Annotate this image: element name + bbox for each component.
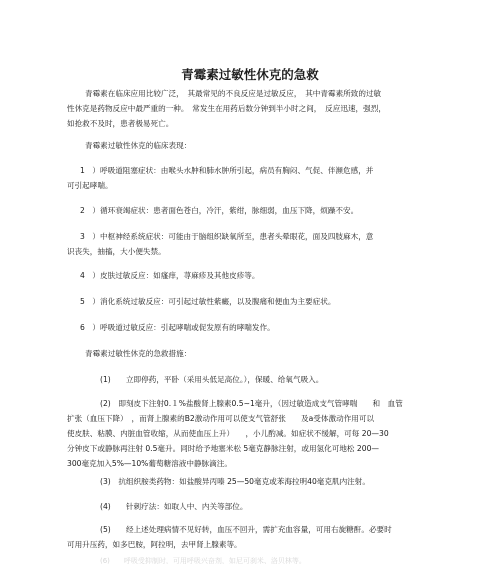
treatment-item xyxy=(67,499,447,514)
manifestation-line: 1 ）呼吸道阻塞症状：由喉头水肿和肺水肿所引起，病员有胸闷、气促、伴濒危感，并 xyxy=(80,166,374,175)
treatment-line: (4) 针刺疗法：如取人中、内关等部位。 xyxy=(100,502,248,511)
manifestation-item xyxy=(67,163,447,193)
intro-line: 性休克是药物反应中最严重的一种。 常发生在用药后数分钟到半小时之间， 反应迅速，强烈， xyxy=(67,104,386,113)
treatment-heading: 青霉素过敏性休克的急救措施： xyxy=(85,349,192,358)
cutoff-line: (6) 呼吸受抑制时，可用呼吸兴奋剂，如尼可刹米、洛贝林等。 xyxy=(100,557,306,564)
manifestation-item xyxy=(67,268,447,283)
manifest-heading: 青霉素过敏性休克的临床表现： xyxy=(85,141,192,150)
treatment-item xyxy=(67,372,447,387)
treatment-line: (5) 经上述处理病情不见好转，血压不回升，需扩充血容量，可用右旋糖酐。必要时 xyxy=(100,525,392,534)
manifestation-line: 识丧失，抽搐，大小便失禁。 xyxy=(67,247,166,256)
treatment-line: (3) 抗组织胺类药物：如盐酸异丙嗪 25—50毫克或苯海拉明40毫克肌内注射。 xyxy=(100,477,370,486)
manifestation-line: 可引起哮喘。 xyxy=(67,181,113,190)
manifestation-line: 4 ）皮肤过敏反应：如瘙痒，荨麻疹及其他皮疹等。 xyxy=(80,271,260,280)
manifestation-line: 5 ）消化系统过敏反应：可引起过敏性紫癜，以及腹痛和便血为主要症状。 xyxy=(80,297,336,306)
manifestation-item xyxy=(67,203,447,218)
treatment-line: 分钟皮下或静脉再注射 0.5毫升。同时给予地塞米松 5毫克静脉注射，或用氢化可地松 200— xyxy=(67,444,380,453)
intro-line: 如抢救不及时，患者极易死亡。 xyxy=(67,119,174,128)
manifestation-line: 6 ）呼吸道过敏反应：引起哮喘或促发原有的哮喘发作。 xyxy=(80,323,275,332)
treatment-line: 300毫克加入5%—10%葡萄糖溶液中静脉滴注。 xyxy=(67,459,232,468)
treatment-line: 可用升压药，如多巴胺，阿拉明，去甲肾上腺素等。 xyxy=(67,540,242,549)
intro-line: 青霉素在临床应用比较广泛， 其最常见的不良反应是过敏反应， 其中青霉素所致的过敏 xyxy=(85,89,382,98)
manifestation-line: 3 ）中枢神经系统症状：可能由于脑组织缺氧所至，患者头晕眼花，面及四肢麻木，意 xyxy=(80,232,374,241)
treatment-line: (1) 立即停药，平卧（采用头低足高位。），保暖、给氧气吸入。 xyxy=(100,375,324,384)
manifestation-item xyxy=(67,294,447,309)
treatment-item xyxy=(67,522,447,552)
manifestation-line: 2 ）循环衰竭症状：患者面色苍白，冷汗，紫绀，脉细弱，血压下降，烦躁不安。 xyxy=(80,206,359,215)
treatment-line: 使皮肤、粘膜、内脏血管收缩，从而使血压上升） ，小儿酌减。如症状不缓解，可每 20—30 xyxy=(67,429,389,438)
treatment-item xyxy=(67,474,447,489)
treatment-line: 扩张（血压下降） ，而肾上腺素的B2激动作用可以使支气管舒张 及a受体激动作用可以 xyxy=(67,414,375,423)
treatment-item xyxy=(67,396,447,471)
manifestation-item xyxy=(67,229,447,259)
manifestation-item xyxy=(67,320,447,335)
intro-paragraph xyxy=(67,86,447,131)
treatment-line: (2) 即刻皮下注射0.１%盐酸肾上腺素0.5~1毫升，（因过敏造成支气管哮喘 和 血管 xyxy=(100,399,403,408)
document-title: 青霉素过敏性休克的急救 xyxy=(181,67,319,82)
